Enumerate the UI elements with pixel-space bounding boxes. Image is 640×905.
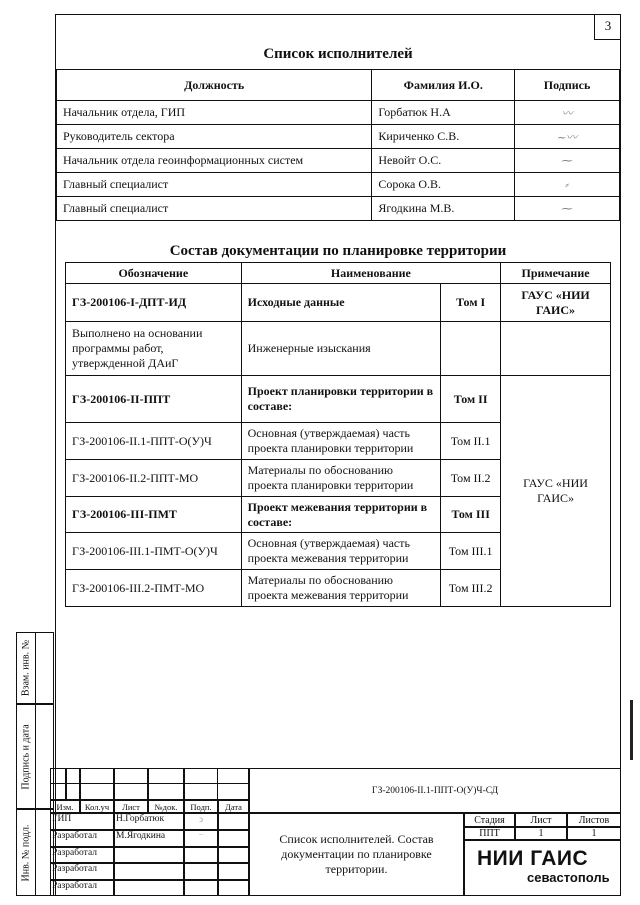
col-header: №док. <box>148 800 184 813</box>
col-header-position: Должность <box>57 70 372 101</box>
position-cell: Главный специалист <box>57 197 372 221</box>
col-header: Кол.уч <box>80 800 114 813</box>
signature-cell <box>515 125 620 149</box>
page-number: 3 <box>594 14 621 40</box>
code-cell: ГЗ-200106-III.1-ПМТ-О(У)Ч <box>66 533 242 570</box>
volume-cell <box>441 322 501 376</box>
name-cell: Основная (утверждаемая) часть проекта планировки территории <box>241 423 441 460</box>
sheets-value: 1 <box>567 827 621 840</box>
volume-cell: Том II.1 <box>441 423 501 460</box>
doc-code: ГЗ-200106-II.1-ППТ-О(У)Ч-СД <box>249 768 621 813</box>
person-cell: Н.Горбатюк <box>114 813 184 830</box>
side-label: Взам. инв. № <box>20 639 32 697</box>
position-cell: Начальник отдела геоинформационных систем <box>57 149 372 173</box>
grid-line <box>66 768 80 800</box>
side-label: Инв. № подл. <box>20 824 32 881</box>
code-cell: ГЗ-200106-I-ДПТ-ИД <box>66 284 242 322</box>
table-header-row <box>57 70 620 101</box>
signature-cell <box>184 863 218 880</box>
date-cell <box>218 830 249 847</box>
date-cell <box>218 813 249 830</box>
grid-line <box>80 768 114 800</box>
code-cell: ГЗ-200106-II-ППТ <box>66 376 242 423</box>
code-cell: ГЗ-200106-II.2-ППТ-МО <box>66 460 242 497</box>
table-row <box>66 376 611 423</box>
grid-line <box>114 768 148 800</box>
stage-value: ППТ <box>464 827 515 840</box>
code-cell: ГЗ-200106-II.1-ППТ-О(У)Ч <box>66 423 242 460</box>
position-cell: Руководитель сектора <box>57 125 372 149</box>
name-cell: Инженерные изыскания <box>241 322 441 376</box>
name-cell: Невойт О.С. <box>372 149 515 173</box>
signature-cell <box>184 880 218 896</box>
title-block <box>50 768 621 896</box>
org-name: НИИ ГАИС <box>477 847 589 870</box>
executors-table <box>56 69 620 221</box>
code-cell: Выполнено на основании программы работ, утвержденной ДАиГ <box>66 322 242 376</box>
side-box-sign-date <box>16 704 36 809</box>
volume-cell: Том II <box>441 376 501 423</box>
side-box-replace-inv <box>16 632 36 704</box>
signature-icon: 〰 <box>561 106 573 120</box>
table-row <box>57 125 620 149</box>
signature-cell <box>515 101 620 125</box>
col-header: Изм. <box>50 800 80 813</box>
person-cell <box>114 847 184 863</box>
date-cell <box>218 847 249 863</box>
person-cell <box>114 863 184 880</box>
stage-label: Стадия <box>464 813 515 827</box>
col-header: Дата <box>218 800 249 813</box>
name-cell: Проект межевания территории в составе: <box>241 497 441 533</box>
person-cell: М.Ягодкина <box>114 830 184 847</box>
executors-title: Список исполнителей <box>263 46 413 62</box>
signature-icon: ⁓ <box>561 202 573 215</box>
role-cell: Разработал <box>50 847 114 863</box>
volume-cell: Том I <box>441 284 501 322</box>
table-row <box>57 197 620 221</box>
date-cell <box>218 863 249 880</box>
name-cell: Основная (утверждаемая) часть проекта межевания территории <box>241 533 441 570</box>
grid-line <box>148 768 184 800</box>
col-header-note: Примечание <box>501 263 611 284</box>
table-row <box>66 322 611 376</box>
note-cell <box>501 322 611 376</box>
col-header-signature: Подпись <box>515 70 620 101</box>
name-cell: Проект планировки территории в составе: <box>241 376 441 423</box>
side-label: Подпись и дата <box>20 723 32 790</box>
docs-title: Состав документации по планировке территории <box>169 243 507 259</box>
org-city: севастополь <box>527 870 610 885</box>
role-cell: ГИП <box>50 813 114 830</box>
volume-cell: Том II.2 <box>441 460 501 497</box>
name-cell: Горбатюк Н.А <box>372 101 515 125</box>
col-header-name: Наименование <box>241 263 500 284</box>
doc-title: Список исполнителей. Состав документации по планировке территории. <box>249 813 464 896</box>
col-header-name: Фамилия И.О. <box>372 70 515 101</box>
table-header-row <box>66 263 611 284</box>
role-cell: Разработал <box>50 863 114 880</box>
signature-cell <box>515 173 620 197</box>
table-row <box>66 284 611 322</box>
role-cell: Разработал <box>50 830 114 847</box>
volume-cell: Том III.2 <box>441 570 501 607</box>
signature-icon: ⁻ <box>184 830 218 847</box>
grid-line <box>184 768 218 800</box>
signature-icon: ↄ <box>184 813 218 830</box>
signature-cell <box>184 847 218 863</box>
note-cell: ГАУС «НИИ ГАИС» <box>501 284 611 322</box>
col-header: Подп. <box>184 800 218 813</box>
volume-cell: Том III <box>441 497 501 533</box>
volume-cell: Том III.1 <box>441 533 501 570</box>
name-cell: Материалы по обоснованию проекта межевания территории <box>241 570 441 607</box>
name-cell: Исходные данные <box>241 284 441 322</box>
code-cell: ГЗ-200106-III-ПМТ <box>66 497 242 533</box>
name-cell: Кириченко С.В. <box>372 125 515 149</box>
docs-table <box>65 262 611 607</box>
signature-icon: ⸗ <box>565 178 569 191</box>
org-logo <box>464 840 621 896</box>
signature-icon: ~〰 <box>556 130 578 144</box>
name-cell: Ягодкина М.В. <box>372 197 515 221</box>
col-header-code: Обозначение <box>66 263 242 284</box>
name-cell: Материалы по обоснованию проекта планировки территории <box>241 460 441 497</box>
person-cell <box>114 880 184 896</box>
sheet-label: Лист <box>515 813 567 827</box>
date-cell <box>218 880 249 896</box>
side-blank <box>36 632 54 704</box>
signature-icon: ⁓ <box>561 154 573 167</box>
table-row <box>57 173 620 197</box>
sheets-label: Листов <box>567 813 621 827</box>
name-cell: Сорока О.В. <box>372 173 515 197</box>
side-box-inv-orig <box>16 809 36 896</box>
role-cell: Разработал <box>50 880 114 896</box>
position-cell: Главный специалист <box>57 173 372 197</box>
sheet-value: 1 <box>515 827 567 840</box>
scan-artifact <box>630 700 633 760</box>
table-row <box>57 101 620 125</box>
code-cell: ГЗ-200106-III.2-ПМТ-МО <box>66 570 242 607</box>
note-cell-merged: ГАУС «НИИ ГАИС» <box>501 376 611 607</box>
signature-cell <box>515 197 620 221</box>
position-cell: Начальник отдела, ГИП <box>57 101 372 125</box>
table-row <box>57 149 620 173</box>
col-header: Лист <box>114 800 148 813</box>
signature-cell <box>515 149 620 173</box>
